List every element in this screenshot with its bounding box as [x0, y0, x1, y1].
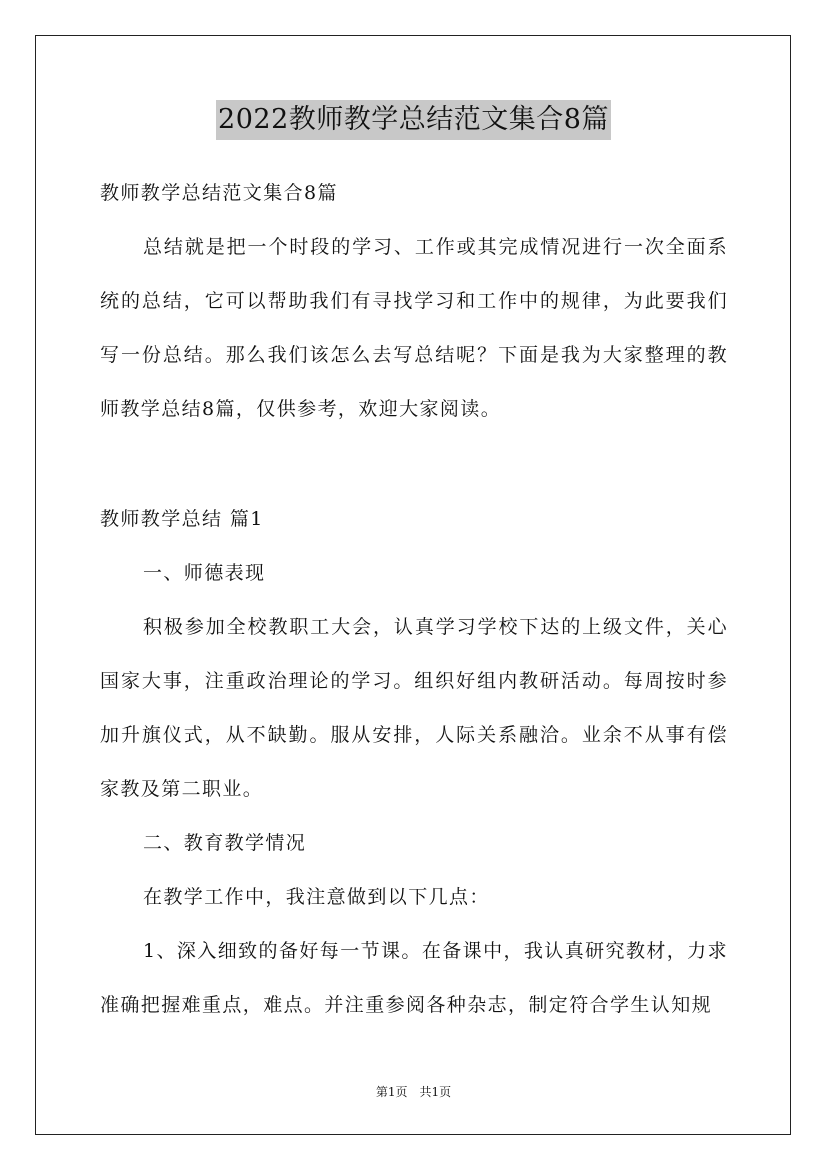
page-number-current: 第1页	[375, 1085, 408, 1099]
item2-intro: 在教学工作中，我注意做到以下几点：	[143, 886, 490, 908]
document-title: 2022教师教学总结范文集合8篇	[216, 100, 611, 140]
item1-heading: 一、师德表现	[143, 562, 266, 584]
page-footer	[0, 1082, 827, 1102]
title-container	[0, 100, 827, 140]
section-heading: 教师教学总结 篇1	[100, 508, 264, 530]
page-number-total: 共1页	[419, 1085, 452, 1099]
document-subtitle: 教师教学总结范文集合8篇	[100, 182, 338, 204]
intro-paragraph: 总结就是把一个时段的学习、工作或其完成情况进行一次全面系统的总结，它可以帮助我们有寻找学习和工作中的规律，为此要我们写一份总结。那么我们该怎么去写总结呢？下面是我为大家整理的教师教学总结8篇，仅供参考，欢迎大家阅读。	[100, 236, 728, 420]
item1-paragraph: 积极参加全校教职工大会，认真学习学校下达的上级文件，关心国家大事，注重政治理论的学习。组织好组内教研活动。每周按时参加升旗仪式，从不缺勤。服从安排，人际关系融洽。业余不从事有偿家教及第二职业。	[100, 616, 728, 800]
item2-heading: 二、教育教学情况	[143, 832, 307, 854]
item2-point1: 1、深入细致的备好每一节课。在备课中，我认真研究教材，力求准确把握难重点，难点。并注重参阅各种杂志，制定符合学生认知规	[100, 940, 728, 1016]
